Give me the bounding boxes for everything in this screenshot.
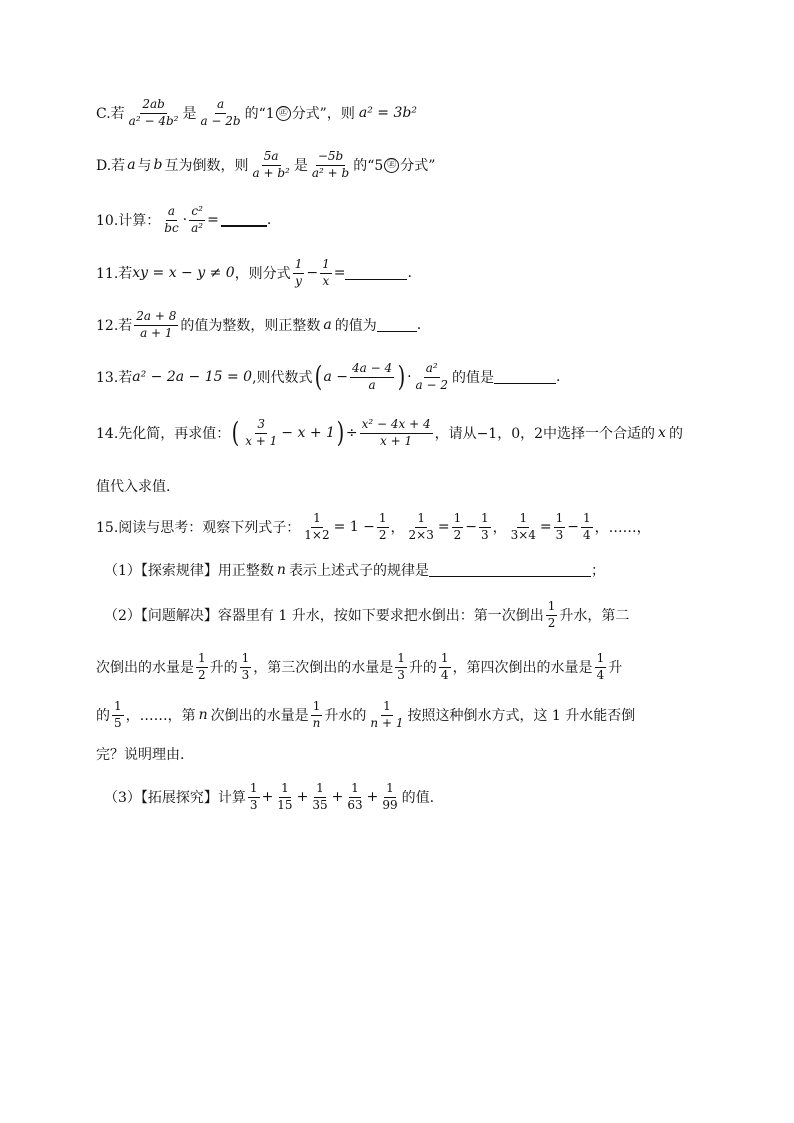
question-11: 11.若 xy = x − y ≠ 0 ，则分式 $\frac{1}{y}$ − $\frac{1}{x}$ = . [96,257,412,288]
answer-blank[interactable] [221,213,267,227]
choice-d-label: D.若 [96,158,126,175]
question-12: 12.若 $\frac{2a + 8}{a + 1}$ 的值为整数，则正整数 a 的值为 . [96,309,422,340]
question-15-part2: （2）【问题解决】容器里有 1 升水，按如下要求把水倒出：第一次倒出 $\frac{1}{2}$ 升水，第二 [104,599,630,630]
choice-c: C.若 $\frac{2ab}{\text{a² − 4b²}}$ 是 $\frac{a}{a - 2b}$ 的“1 ㊣ 分式”，则 a² = 3b² [96,97,417,128]
fraction: $\frac{a}{a - 2b}$ [200,97,241,128]
question-15-part1: （1）【探索规律】用正整数 n 表示上述式子的规律是 ； [104,562,605,579]
question-15-part2-line2: 次倒出的水量是 $\frac{1}{2}$ 升的 $\frac{1}{3}$ ，第三次倒出的水量是 $\frac{1}{3}$ 升的 $\frac{1}{4}$ ，第四次倒出的水量是 $\frac{1}{4}$ 升 [96,651,623,682]
fraction: $\frac{2ab}{\text{a² − 4b²}}$ [128,97,179,128]
fraction: $\frac{-5b}{\text{a² + b}}$ [311,149,350,180]
answer-blank[interactable] [377,319,417,332]
circle-mark-icon: ㊣ [384,158,399,173]
question-10: 10.计算： $\frac{a}{bc}$ · $\frac{\text{c²}}{\text{a²}}$ = . [96,204,272,235]
choice-d: D.若 a 与 b 互为倒数，则 $\frac{5a}{\text{a + b²}}$ 是 $\frac{-5b}{\text{a² + b}}$ 的“5 ㊣ 分式” [96,149,436,180]
question-15-part2-line4: 完？说明理由. [96,747,185,763]
question-15-part3: （3）【拓展探究】计算 $\frac{1}{3}$ + $\frac{1}{15}$ + $\frac{1}{35}$ + $\frac{1}{63}$ + $\frac{1}{99}$ 的值. [104,781,435,812]
answer-blank[interactable] [494,371,556,384]
answer-blank[interactable] [429,564,591,577]
circle-mark-icon: ㊣ [276,106,291,121]
question-15-part2-line3: 的 $\frac{1}{5}$ ，……，第 n 次倒出的水量是 $\frac{1}{n}$ 升水的 $\frac{1}{n + 1}$ 按照这种倒水方式，这 1 升水能否倒 [96,699,636,730]
choice-c-label: C.若 [96,106,125,123]
answer-blank[interactable] [345,267,407,280]
question-14-line2: 值代入求值. [96,479,171,495]
fraction: $\frac{5a}{\text{a + b²}}$ [252,149,290,180]
question-13: 13.若 a² − 2a − 15 = 0 ,则代数式 ( a − $\frac{4a - 4}{a}$ ) · $\frac{\text{a²}}{a - 2}$ 的值是 . [96,360,561,394]
question-15: 15.阅读与思考：观察下列式子： $\frac{1}{1\times 2}$ = 1 − $\frac{1}{2}$ ， $\frac{1}{2\times 3}$ = $\frac{1}{2}$ − $\frac{1}{3}$ ， $\frac{1}{3\times 4}$ = $\frac{1}{3}$ − $\frac{1}{4}$ ， ……， [96,511,651,542]
question-14: 14.先化简，再求值： ( $\frac{3}{x + 1}$ − x + 1 ) ÷ $\frac{\text{x² − 4x + 4}}{x + 1}$ ，请从−1，0，2中选择一个合适的 x 的 [96,416,683,450]
